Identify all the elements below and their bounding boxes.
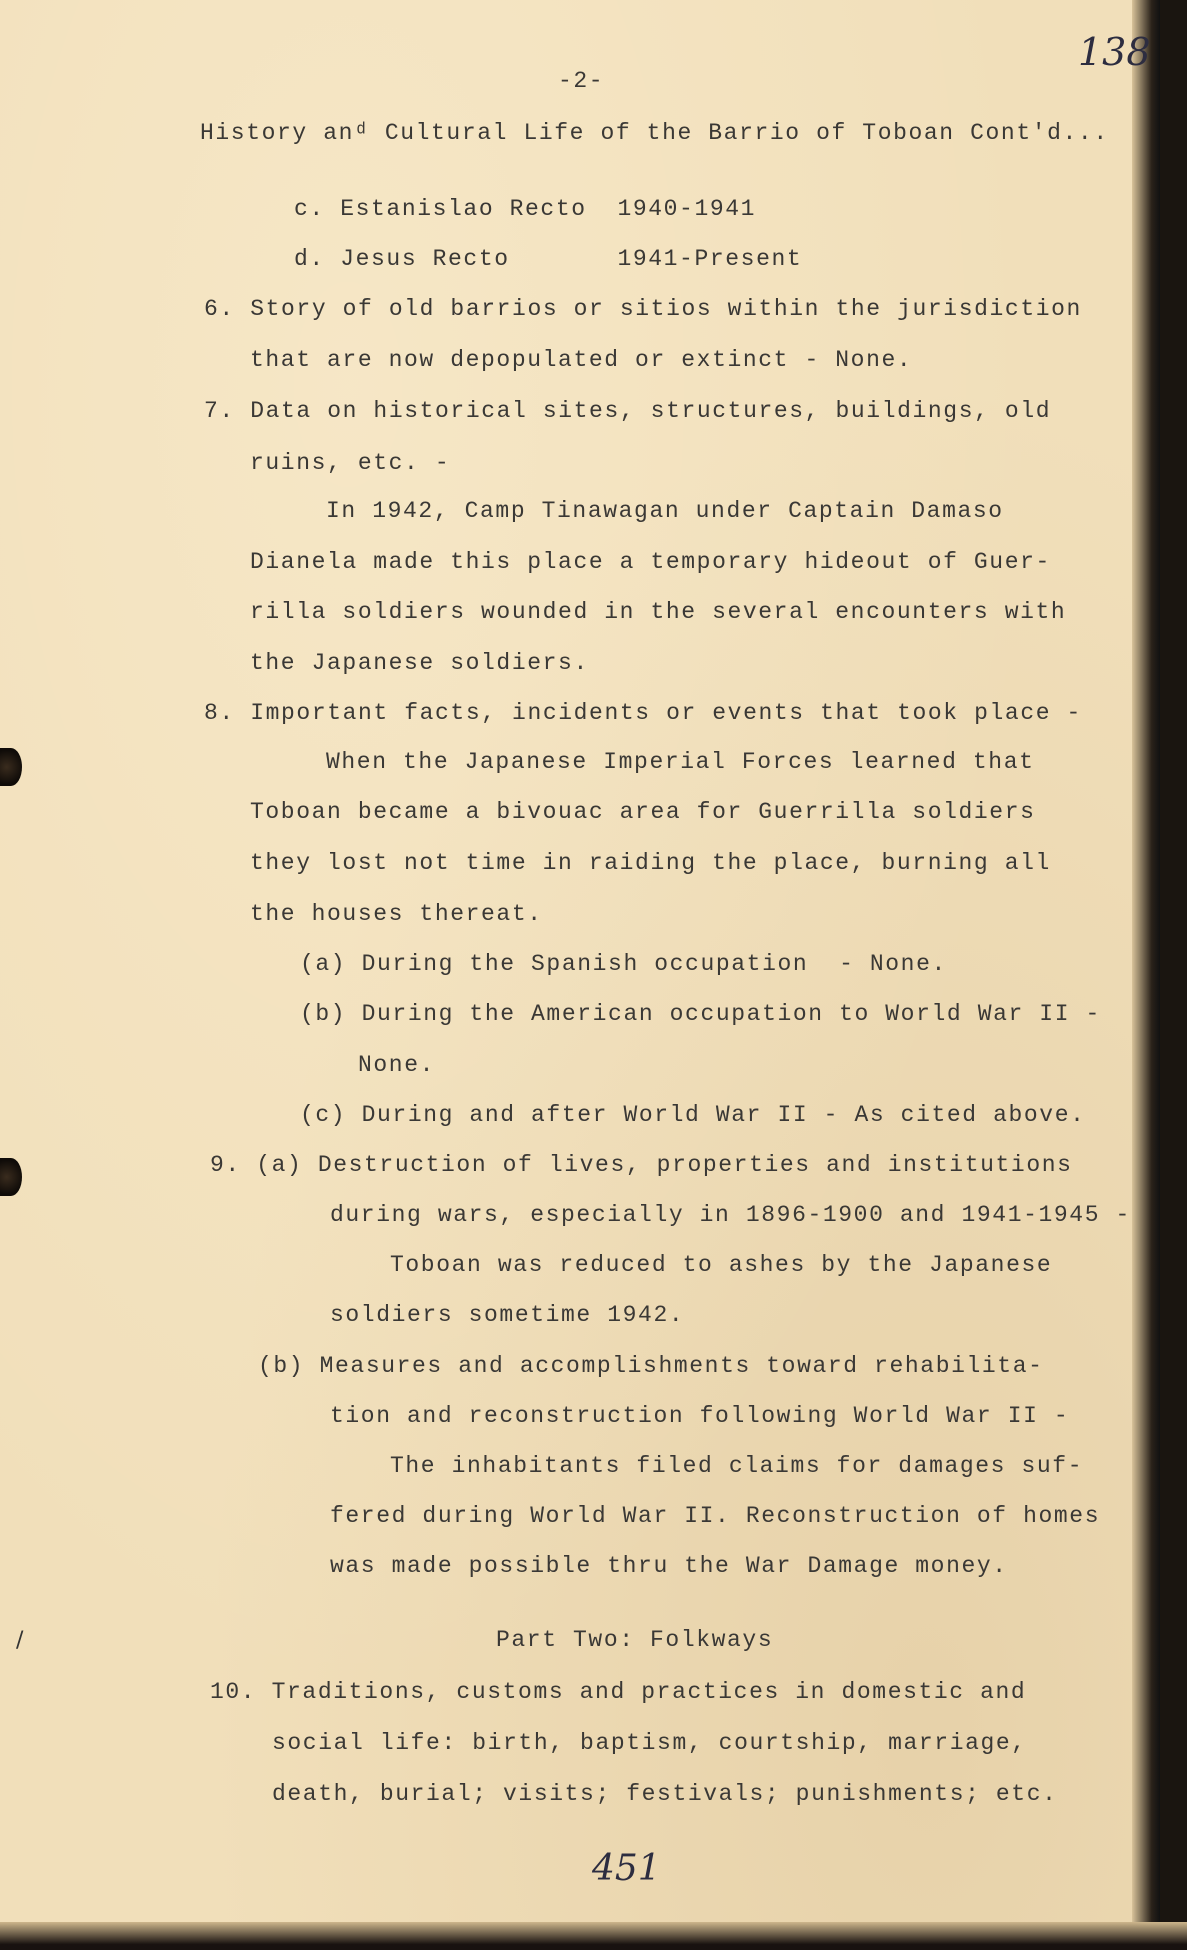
line-text: they lost not time in raiding the place, burning all xyxy=(250,850,1051,876)
line-text: 10. Traditions, customs and practices in domestic and xyxy=(210,1679,1027,1705)
line-text: Toboan became a bivouac area for Guerrilla soldiers xyxy=(250,799,1036,825)
line-text: fered during World War II. Reconstruction of homes xyxy=(330,1503,1101,1529)
line-text: rilla soldiers wounded in the several encounters with xyxy=(250,599,1067,625)
line-text: Dianela made this place a temporary hideout of Guer- xyxy=(250,549,1051,575)
page-number: -2- xyxy=(558,68,605,94)
line-text: was made possible thru the War Damage money. xyxy=(330,1553,1008,1579)
margin-mark: / xyxy=(16,1628,24,1653)
handwritten-bottom-number: 451 xyxy=(592,1848,661,1889)
line-text: 8. Important facts, incidents or events that took place - xyxy=(204,700,1082,726)
line-text: 6. Story of old barrios or sitios within the jurisdiction xyxy=(204,296,1082,322)
line-text: (b) Measures and accomplishments toward rehabilita- xyxy=(258,1353,1044,1379)
line-text: c. Estanislao Recto 1940-1941 xyxy=(294,196,757,222)
binder-hole xyxy=(0,1158,22,1196)
line-text: 9. (a) Destruction of lives, properties and institutions xyxy=(210,1152,1073,1178)
line-text: (b) During the American occupation to World War II - xyxy=(300,1001,1101,1027)
line-text: soldiers sometime 1942. xyxy=(330,1302,685,1328)
line-text: that are now depopulated or extinct - None. xyxy=(250,347,913,373)
line-text: during wars, especially in 1896-1900 and 1941-1945 - xyxy=(330,1202,1131,1228)
binder-hole xyxy=(0,748,22,786)
line-text: tion and reconstruction following World War II - xyxy=(330,1403,1070,1429)
line-text: None. xyxy=(358,1052,436,1078)
line-text: (a) During the Spanish occupation - None. xyxy=(300,951,947,977)
line-text: (c) During and after World War II - As cited above. xyxy=(300,1102,1086,1128)
line-text: the Japanese soldiers. xyxy=(250,650,589,676)
page-heading: History anᵈ Cultural Life of the Barrio of Toboan Cont'd... xyxy=(200,120,1109,146)
handwritten-page-number: 138 xyxy=(1078,30,1151,74)
line-text: In 1942, Camp Tinawagan under Captain Damaso xyxy=(326,498,1004,524)
line-text: d. Jesus Recto 1941-Present xyxy=(294,246,803,272)
line-text: ruins, etc. - xyxy=(250,450,451,476)
page-bottom-shadow xyxy=(0,1922,1187,1950)
line-text: the houses thereat. xyxy=(250,901,543,927)
page-edge-shadow xyxy=(1132,0,1160,1950)
line-text: Toboan was reduced to ashes by the Japanese xyxy=(390,1252,1053,1278)
line-text: The inhabitants filed claims for damages suf- xyxy=(390,1453,1084,1479)
line-text: death, burial; visits; festivals; punishments; etc. xyxy=(272,1781,1058,1807)
line-text: When the Japanese Imperial Forces learned that xyxy=(326,749,1035,775)
line-text: social life: birth, baptism, courtship, marriage, xyxy=(272,1730,1027,1756)
line-text: 7. Data on historical sites, structures, buildings, old xyxy=(204,398,1052,424)
section-heading: Part Two: Folkways xyxy=(496,1627,774,1653)
